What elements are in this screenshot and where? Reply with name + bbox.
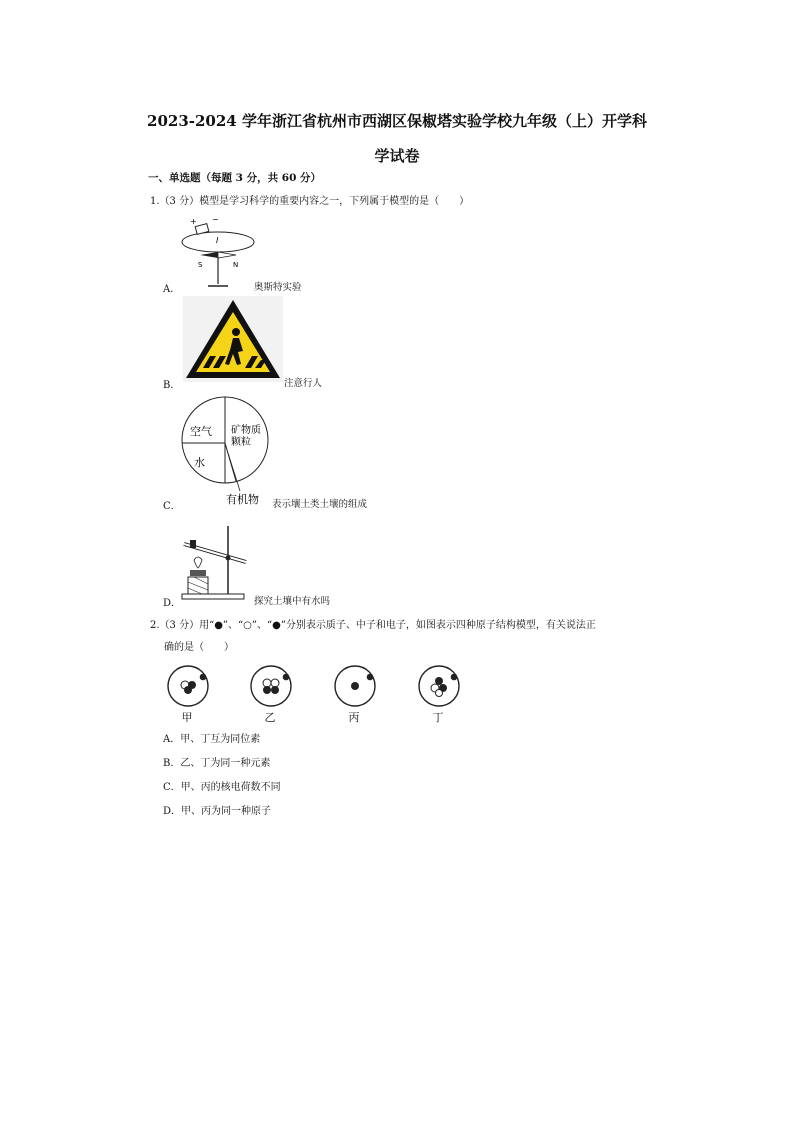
q1-option-d-caption: 探究土壤中有水吗 [254,596,331,607]
south-pole-label: S [198,261,203,269]
north-pole-label: N [233,261,239,269]
air-label: 空气 [190,425,212,438]
question-2-stem-line2: 确的是（ ） [164,642,234,653]
mineral-label-1: 矿物质 [231,425,261,436]
atom-label-jia: 甲 [181,711,193,724]
exam-title-line2: 学试卷 [374,147,420,165]
q2-option-a: A．甲、丁互为同位素 [163,734,261,745]
q1-option-c-caption: 表示壤土类土壤的组成 [272,499,368,510]
oersted-experiment-figure [178,212,258,292]
atom-model-yi [248,663,294,709]
q1-option-d-letter: D． [163,598,182,609]
q1-option-a-letter: A． [163,284,181,295]
atom-model-ding [416,663,462,709]
section-heading: 一、单选题（每题 3 分，共 60 分） [148,172,322,184]
atom-label-bing: 丙 [348,711,360,724]
soil-composition-pie-chart [178,395,278,507]
q2-option-b: B．乙、丁为同一种元素 [163,758,271,769]
question-2-stem-line1: 2.（3 分）用“●”、“○”、“●”分别表示质子、中子和电子，如图表示四种原子结构模型，有关说法正 [150,620,596,631]
organic-matter-label: 有机物 [226,493,259,506]
pedestrian-warning-sign [183,296,283,382]
water-label: 水 [194,456,205,469]
soil-heating-apparatus-figure [180,520,250,602]
q2-option-c: C．甲、丙的核电荷数不同 [163,782,281,793]
plus-sign: + [190,217,197,226]
question-1-stem: 1.（3 分）模型是学习科学的重要内容之一，下列属于模型的是（ ） [150,196,470,207]
atom-model-jia [165,663,211,709]
q1-option-a-caption: 奥斯特实验 [254,282,302,293]
q1-option-c-letter: C． [163,501,181,512]
exam-title-line1: 2023-2024 学年浙江省杭州市西湖区保椒塔实验学校九年级（上）开学科 [147,112,647,130]
mineral-label-2: 颗粒 [231,437,251,448]
atom-label-yi: 乙 [264,711,276,724]
q1-option-b-letter: B． [163,380,181,391]
atom-model-bing [332,663,378,709]
q2-option-d: D．甲、丙为同一种原子 [163,806,272,817]
minus-sign: − [212,215,219,224]
q1-option-b-caption: 注意行人 [284,378,323,389]
atom-label-ding: 丁 [432,711,444,724]
current-label: I [216,236,219,245]
